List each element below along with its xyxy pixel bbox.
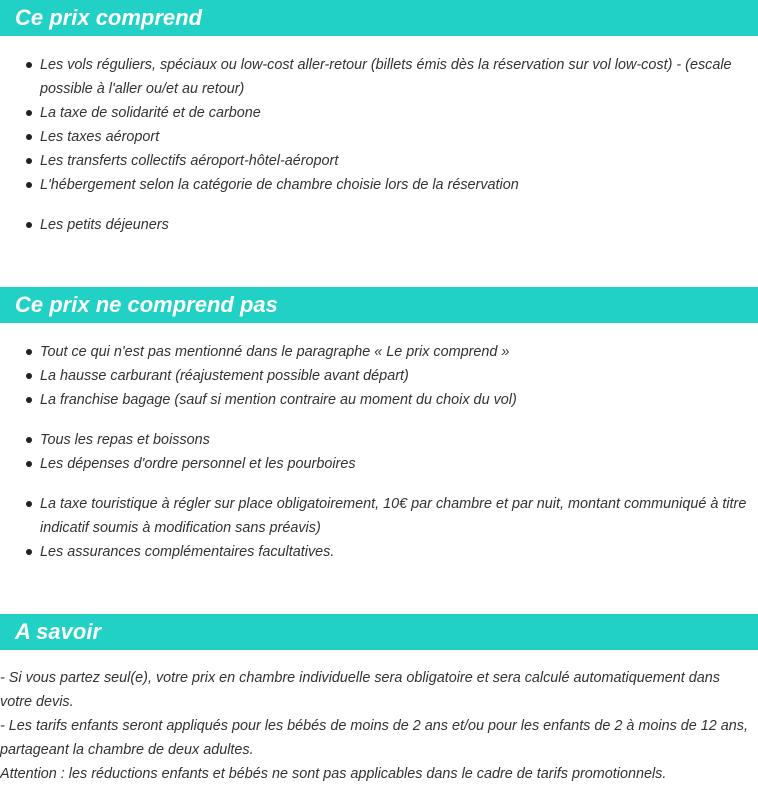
list-item: La franchise bagage (sauf si mention contraire au moment du choix du vol): [0, 388, 758, 412]
info-paragraph: - Si vous partez seul(e), votre prix en chambre individuelle sera obligatoire et sera calculé automatiquement dans votre devis.: [0, 670, 720, 710]
section-header-includes: [0, 0, 758, 36]
list-item: Les transferts collectifs aéroport-hôtel-aéroport: [0, 149, 758, 173]
list-item: Tous les repas et boissons: [0, 428, 758, 452]
list-item: Les taxes aéroport: [0, 125, 758, 149]
info-paragraph: Attention : les réductions enfants et bébés ne sont pas applicables dans le cadre de tarifs promotionnels.: [0, 766, 667, 782]
section-header-excludes: [0, 287, 758, 323]
info-text: [0, 666, 752, 786]
list-item: Les assurances complémentaires facultatives.: [0, 540, 758, 564]
section-header-info: [0, 614, 758, 650]
section-title-excludes: Ce prix ne comprend pas: [15, 292, 278, 317]
list-item: La taxe de solidarité et de carbone: [0, 101, 758, 125]
list-item: Les petits déjeuners: [0, 213, 758, 237]
excludes-list: [0, 340, 758, 564]
section-title-info: A savoir: [15, 619, 102, 644]
list-item: Tout ce qui n'est pas mentionné dans le paragraphe « Le prix comprend »: [0, 340, 758, 364]
list-item: L'hébergement selon la catégorie de chambre choisie lors de la réservation: [0, 173, 758, 197]
info-paragraph: - Les tarifs enfants seront appliqués pour les bébés de moins de 2 ans et/ou pour les enfants de 2 à moins de 12 ans, partageant la chambre de deux adultes.: [0, 718, 748, 758]
section-title-includes: Ce prix comprend: [15, 5, 203, 30]
list-item: Les dépenses d'ordre personnel et les pourboires: [0, 452, 758, 476]
list-item: La hausse carburant (réajustement possible avant départ): [0, 364, 758, 388]
includes-list: [0, 53, 758, 237]
list-item: Les vols réguliers, spéciaux ou low-cost aller-retour (billets émis dès la réservation sur vol low-cost) - (escale possible à l'aller ou/et au retour): [0, 53, 758, 101]
list-item: La taxe touristique à régler sur place obligatoirement, 10€ par chambre et par nuit, montant communiqué à titre indicatif soumis à modification sans préavis): [0, 492, 758, 540]
